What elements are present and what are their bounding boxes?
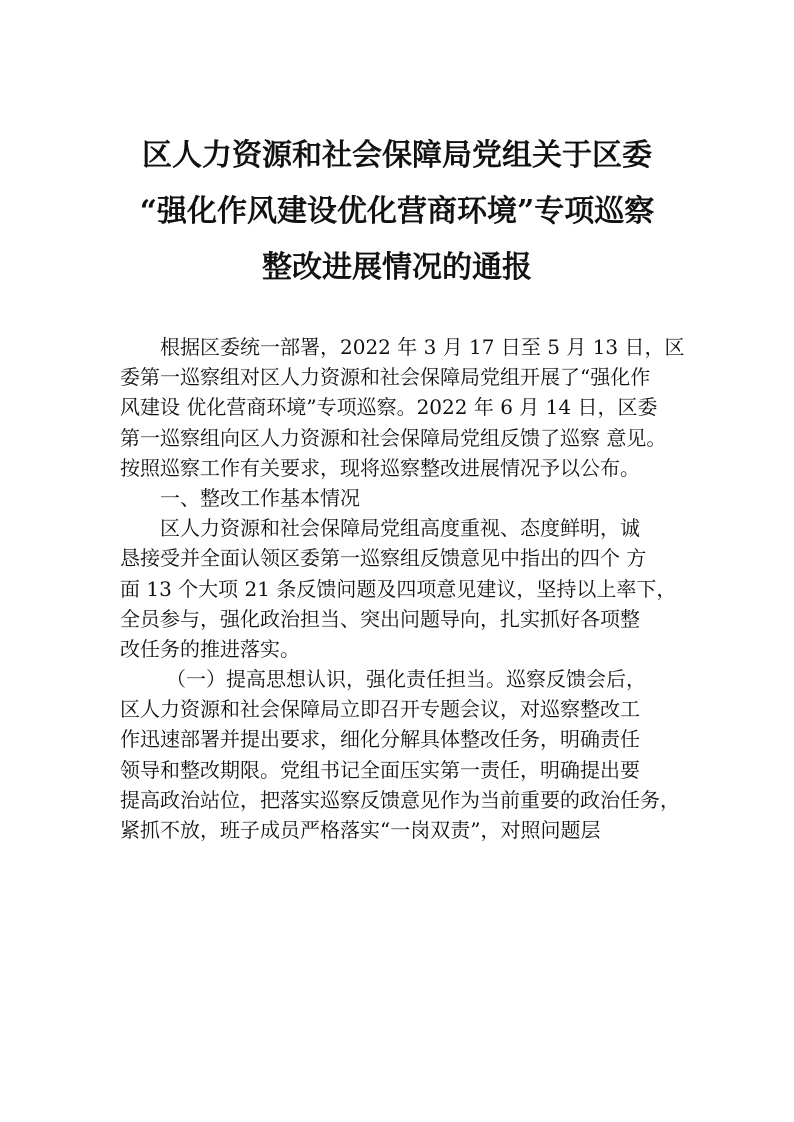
paragraph-3-line-6: 紧抓不放，班子成员严格落实“一岗双责”，对照问题层 — [120, 818, 601, 842]
paragraph-1-line-2: 委第一巡察组对区人力资源和社会保障局党组开展了“强化作 — [120, 365, 651, 390]
paragraph-3-line-3: 作迅速部署并提出要求，细化分解具体整改任务，明确责任 — [120, 727, 640, 752]
subsection-heading-1: （一）提高思想认识，强化责任担当。巡察反馈会后， — [166, 667, 646, 692]
paragraph-1-line-1: 根据区委统一部署，2022 年 3 月 17 日至 5 月 13 日，区 — [160, 335, 685, 359]
document-body — [120, 332, 700, 845]
paragraph-1-line-4: 第一巡察组向区人力资源和社会保障局党组反馈了巡察 意见。 — [120, 425, 667, 450]
paragraph-3-line-2: 区人力资源和社会保障局立即召开专题会议，对巡察整改工 — [120, 697, 640, 722]
title-line-3: 整改进展情况的通报 — [262, 250, 532, 285]
paragraph-3-line-4: 领导和整改期限。党组书记全面压实第一责任，明确提出要 — [120, 757, 640, 782]
paragraph-2-line-1: 区人力资源和社会保障局党组高度重视、态度鲜明，诚 — [160, 516, 640, 541]
paragraph-2-line-3: 面 13 个大项 21 条反馈问题及四项意见建议，坚持以上率下， — [120, 576, 677, 601]
paragraph-2-line-2: 恳接受并全面认领区委第一巡察组反馈意见中指出的四个 方 — [120, 546, 647, 571]
paragraph-3-line-5: 提高政治站位，把落实巡察反馈意见作为当前重要的政治任务， — [120, 787, 680, 812]
paragraph-2-line-4: 全员参与，强化政治担当、突出问题导向，扎实抓好各项整 — [120, 606, 640, 631]
title-line-2: “强化作风建设优化营商环境”专项巡察 — [139, 194, 655, 229]
title-line-1: 区人力资源和社会保障局党组关于区委 — [142, 138, 652, 173]
paragraph-1-line-3: 风建设 优化营商环境”专项巡察。2022 年 6 月 14 日，区委 — [120, 395, 658, 420]
paragraph-1-line-5: 按照巡察工作有关要求，现将巡察整改进展情况予以公布。 — [120, 455, 640, 480]
section-heading-1: 一、整改工作基本情况 — [160, 485, 360, 510]
document-title — [0, 128, 794, 296]
paragraph-2-line-5: 改任务的推进落实。 — [120, 636, 300, 661]
